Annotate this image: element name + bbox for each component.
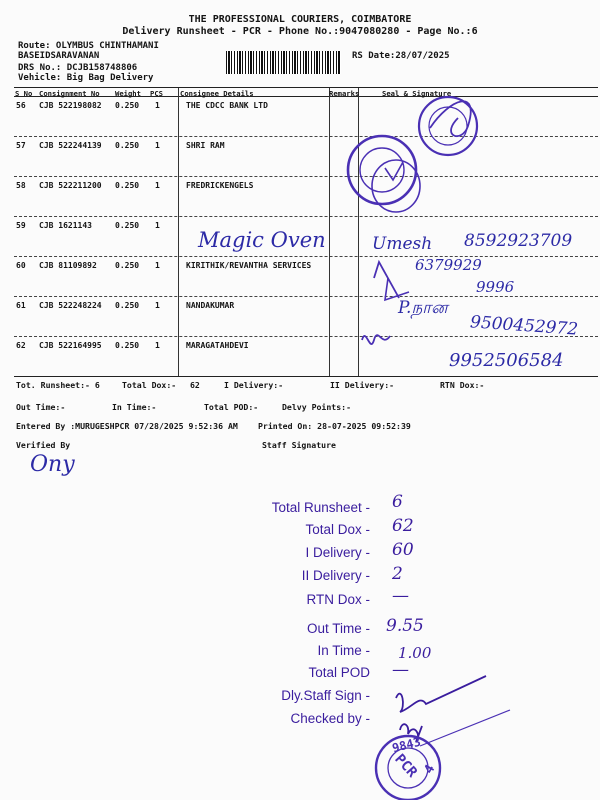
row-consignee: KIRITHIK/REVANTHA SERVICES	[186, 261, 312, 270]
row-consignment: CJB 522244139	[39, 141, 102, 150]
summary-value: 60	[392, 540, 414, 560]
summary-label: I Delivery -	[305, 545, 370, 560]
runsheet-subtitle: Delivery Runsheet - PCR - Phone No.:9047080280 - Page No.:6	[122, 26, 478, 37]
row-pcs: 1	[155, 301, 160, 310]
row-consignee: SHRI RAM	[186, 141, 225, 150]
delvy-points-label: Delvy Points:-	[282, 402, 352, 412]
row-consignee: THE CDCC BANK LTD	[186, 101, 268, 110]
printed-on: Printed On: 28-07-2025 09:52:39	[258, 421, 411, 431]
row-pcs: 1	[155, 181, 160, 190]
row-consignment: CJB 522211200	[39, 181, 102, 190]
col-sno: S No	[15, 89, 33, 98]
row-consignee: NANDAKUMAR	[186, 301, 235, 310]
tot-runsheet: Tot. Runsheet:- 6	[16, 380, 100, 390]
row-weight: 0.250	[115, 101, 140, 110]
rs-date: RS Date:28/07/2025	[352, 51, 450, 61]
row-weight: 0.250	[115, 341, 140, 350]
row-sno: 59	[16, 221, 26, 230]
row-weight: 0.250	[115, 301, 140, 310]
row-consignee: MARAGATAHDEVI	[186, 341, 249, 350]
summary-value: 1.00	[398, 644, 432, 662]
drs-number: DRS No.: DCJB158748806	[18, 63, 138, 73]
ii-delivery-label: II Delivery:-	[330, 380, 395, 390]
row59-handwritten-note: Umesh	[372, 234, 433, 254]
row62-handwritten-phone: 9952506584	[449, 350, 564, 371]
col-remarks: Remarks	[329, 89, 360, 98]
summary-signatures	[360, 670, 520, 800]
stamp-number: 9843	[390, 734, 423, 756]
total-dox-value: 62	[190, 380, 200, 390]
col-seal-signature: Seal & Signature	[382, 89, 452, 98]
summary-value: —	[392, 586, 409, 606]
row-consignment: CJB 522164995	[39, 341, 102, 350]
row59-handwritten-phone: 8592923709	[464, 231, 573, 251]
summary-label: Total Runsheet -	[271, 500, 370, 515]
summary-label: Checked by -	[290, 711, 370, 726]
stamp-side: 4	[421, 762, 439, 777]
i-delivery-label: I Delivery:-	[224, 380, 284, 390]
summary-value: —	[392, 660, 409, 680]
summary-label: Total POD	[308, 665, 370, 680]
summary-label: RTN Dox -	[306, 592, 370, 607]
row-consignment: CJB 81109892	[39, 261, 97, 270]
row-pcs: 1	[155, 261, 160, 270]
in-time-label: In Time:-	[112, 402, 157, 412]
row-weight: 0.250	[115, 141, 140, 150]
row-pcs: 1	[155, 101, 160, 110]
row-weight: 0.250	[115, 181, 140, 190]
total-dox-label: Total Dox:-	[122, 380, 177, 390]
summary-label: II Delivery -	[301, 568, 370, 583]
col-weight: Weight	[115, 89, 141, 98]
row-pcs: 1	[155, 341, 160, 350]
row-consignment: CJB 522248224	[39, 301, 102, 310]
row-pcs: 1	[155, 141, 160, 150]
row60-handwritten-phone-b: 9996	[476, 278, 515, 296]
verified-by-label: Verified By	[16, 440, 71, 450]
summary-value: 2	[392, 564, 403, 584]
barcode	[226, 51, 341, 74]
row-sno: 58	[16, 181, 26, 190]
row-consignee: FREDRICKENGELS	[186, 181, 254, 190]
rtn-dox-label: RTN Dox:-	[440, 380, 485, 390]
row-sno: 60	[16, 261, 26, 270]
row-pcs: 1	[155, 221, 160, 230]
row-sno: 57	[16, 141, 26, 150]
stamp-text: PCR	[391, 751, 421, 781]
row-weight: 0.250	[115, 221, 140, 230]
row60-handwritten-phone-a: 6379929	[415, 256, 482, 274]
col-pcs: PCS	[150, 89, 163, 98]
row-sno: 61	[16, 301, 26, 310]
verified-signature: Ony	[30, 452, 75, 477]
summary-label: Out Time -	[306, 621, 370, 636]
total-pod-label: Total POD:-	[204, 402, 259, 412]
row-consignment: CJB 522198082	[39, 101, 102, 110]
summary-label: In Time -	[317, 643, 370, 658]
vehicle-label: Vehicle: Big Bag Delivery	[18, 73, 154, 83]
row61-handwritten-phone: 9500452972	[469, 312, 579, 340]
row-sno: 56	[16, 101, 26, 110]
row-weight: 0.250	[115, 261, 140, 270]
route-label: Route: OLYMBUS CHINTHAMANI	[18, 41, 159, 51]
col-consignment: Consignment No	[39, 89, 100, 98]
summary-value: 9.55	[386, 616, 424, 636]
summary-value: 6	[392, 492, 403, 512]
summary-label: Dly.Staff Sign -	[281, 688, 370, 703]
company-title: THE PROFESSIONAL COURIERS, COIMBATORE	[188, 14, 412, 25]
staff-name: BASEIDSARAVANAN	[18, 51, 100, 61]
row-sno: 62	[16, 341, 26, 350]
summary-label: Total Dox -	[305, 522, 370, 537]
summary-value: 62	[392, 516, 414, 536]
out-time-label: Out Time:-	[16, 402, 66, 412]
row61-handwritten-name: P.நான	[398, 298, 448, 318]
staff-signature-label: Staff Signature	[262, 440, 336, 450]
entered-by: Entered By :MURUGESHPCR 07/28/2025 9:52:36 AM	[16, 421, 238, 431]
row-consignment: CJB 1621143	[39, 221, 92, 230]
col-consignee: Consignee Details	[180, 89, 254, 98]
row59-handwritten-name: Magic Oven	[198, 228, 326, 252]
